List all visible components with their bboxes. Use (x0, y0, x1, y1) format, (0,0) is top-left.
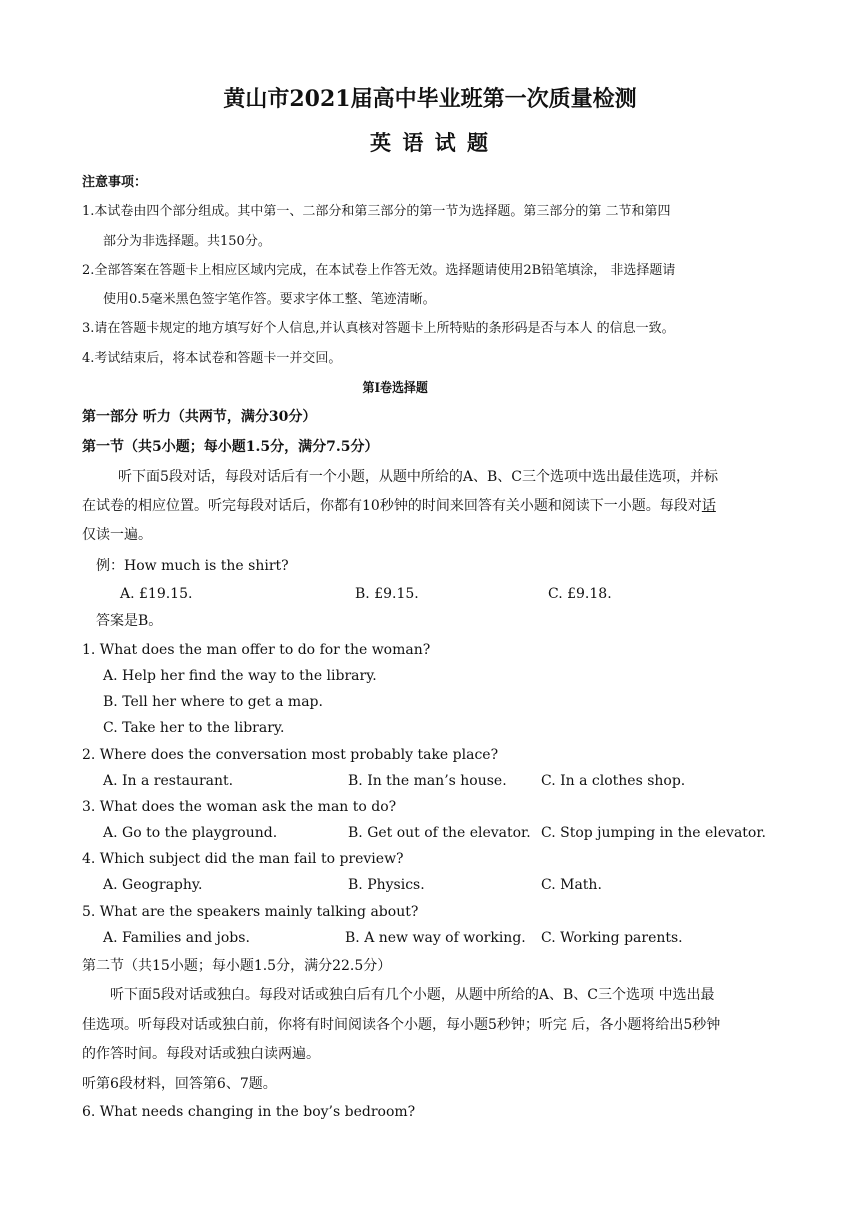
instruction-line: 在试卷的相应位置。听完每段对话后，你都有10秒钟的时间来回答有关小题和阅读下一小题。每段对话 (82, 498, 716, 514)
option: C. Working parents. (541, 930, 683, 946)
option: C. In a clothes shop. (541, 773, 686, 789)
option: C. Math. (541, 877, 602, 893)
example-answer: 答案是B。 (96, 613, 163, 629)
option: C. Stop jumping in the elevator. (541, 825, 766, 841)
question-5: 5. What are the speakers mainly talking about? (82, 904, 419, 920)
notes-item: 部分为非选择题。共150分。 (103, 234, 271, 249)
option: A. Go to the playground. (103, 825, 278, 841)
notes-heading: 注意事项： (82, 175, 148, 190)
option: A. Geography. (103, 877, 203, 893)
option: A. In a restaurant. (103, 773, 234, 789)
notes-item: 使用0.5毫米黑色签字笔作答。要求字体工整、笔迹清晰。 (103, 292, 436, 307)
example-question: 例：How much is the shirt? (96, 558, 289, 574)
notes-item: 3.请在答题卡规定的地方填写好个人信息,并认真核对答题卡上所特贴的条形码是否与本人 的信息一致。 (82, 321, 675, 336)
option: A. Help her find the way to the library. (103, 668, 377, 684)
notes-item: 4.考试结束后，将本试卷和答题卡一并交回。 (82, 351, 342, 366)
notes-item: 2.全部答案在答题卡上相应区域内完成，在本试卷上作答无效。选择题请使用2B铅笔填涂， 非选择题请 (82, 263, 676, 278)
instruction-line: 听下面5段对话，每段对话后有一个小题，从题中所给的A、B、C三个选项中选出最佳选项，并标 (118, 469, 719, 485)
option: A. Families and jobs. (103, 930, 250, 946)
option: B. Get out of the elevator. (348, 825, 531, 841)
option: B. A new way of working. (345, 930, 526, 946)
part-heading: 第一部分 听力（共两节，满分30分） (82, 409, 317, 425)
example-option: B. £9.15. (355, 586, 419, 602)
page-subtitle: 英 语 试 题 (370, 130, 490, 155)
material-label: 听第6段材料，回答第6、7题。 (82, 1076, 277, 1092)
section-heading: 第一节（共5小题；每小题1.5分，满分7.5分） (82, 439, 379, 455)
option: B. Tell her where to get a map. (103, 694, 323, 710)
option: C. Take her to the library. (103, 720, 285, 736)
example-option: A. £19.15. (120, 586, 193, 602)
instruction-line: 听下面5段对话或独白。每段对话或独白后有几个小题，从题中所给的A、B、C三个选项 中选出最 (110, 987, 715, 1003)
notes-item: 1.本试卷由四个部分组成。其中第一、二部分和第三部分的第一节为选择题。第三部分的第 二节和第四 (82, 204, 671, 219)
question-3: 3. What does the woman ask the man to do? (82, 799, 397, 815)
instruction-line: 的作答时间。每段对话或独白读两遍。 (82, 1046, 320, 1062)
section-heading: 第二节（共15小题；每小题1.5分，满分22.5分） (82, 958, 392, 974)
question-1: 1. What does the man offer to do for the woman? (82, 642, 431, 658)
example-option: C. £9.18. (548, 586, 612, 602)
instruction-line: 仅读一遍。 (82, 527, 152, 543)
option: B. In the man’s house. (348, 773, 507, 789)
question-6: 6. What needs changing in the boy’s bedroom? (82, 1104, 416, 1120)
question-4: 4. Which subject did the man fail to preview? (82, 851, 404, 867)
option: B. Physics. (348, 877, 425, 893)
question-2: 2. Where does the conversation most probably take place? (82, 747, 499, 763)
page-title: 黄山市2021届高中毕业班第一次质量检测 (223, 86, 637, 112)
instruction-line: 佳选项。听每段对话或独白前，你将有时间阅读各个小题，每小题5秒钟；听完 后，各小题将给出5秒钟 (82, 1017, 721, 1033)
volume-title: 第I卷选择题 (362, 381, 428, 396)
